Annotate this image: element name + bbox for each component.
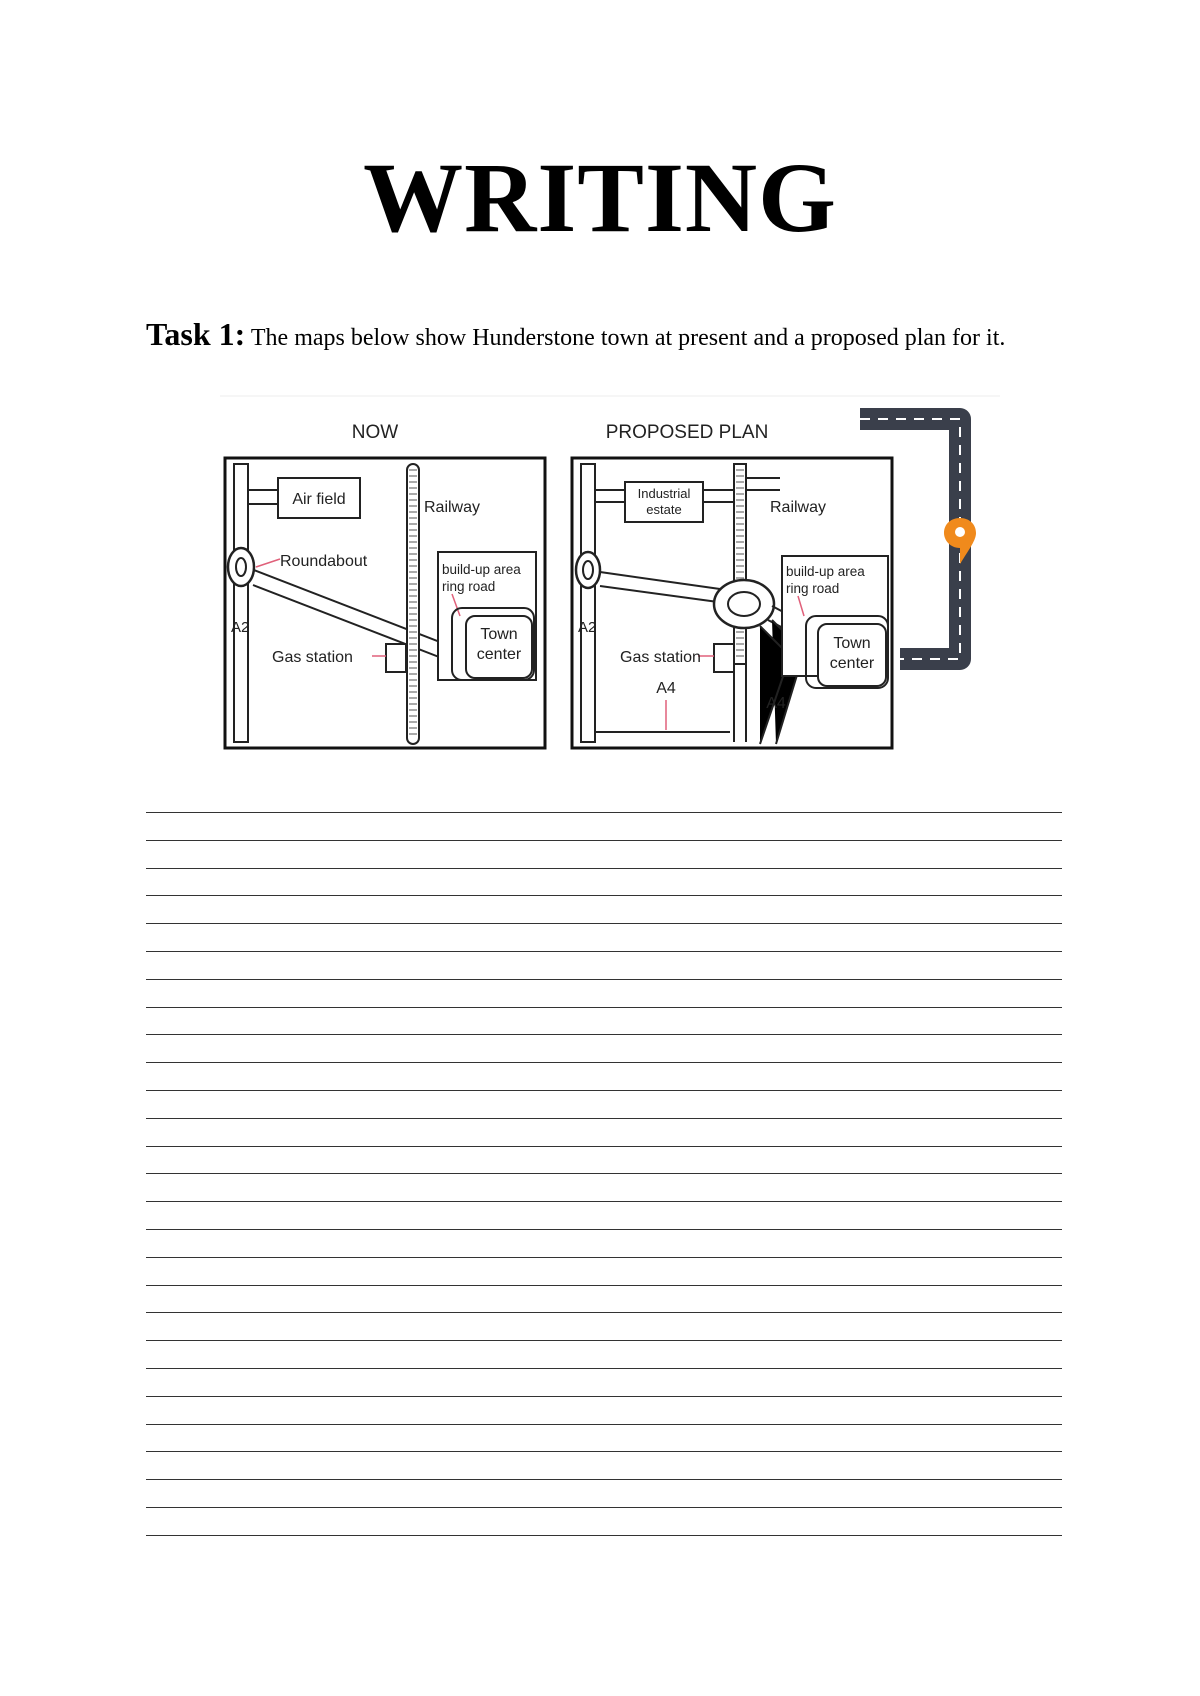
now-a2-label: A2 <box>231 619 250 636</box>
proposed-heading: PROPOSED PLAN <box>605 422 769 443</box>
map-now <box>225 422 545 748</box>
answer-line <box>146 979 1062 980</box>
now-air-field-label: Air field <box>292 491 346 508</box>
answer-line <box>146 840 1062 841</box>
now-heading: NOW <box>351 422 399 443</box>
page-title: WRITING <box>363 142 837 253</box>
proposed-buildup-label-1: build-up area <box>786 564 865 579</box>
maps-illustration <box>220 394 1006 764</box>
now-buildup-label-2: ring road <box>442 579 496 594</box>
proposed-industrial-label-1: Industrial <box>637 486 691 501</box>
answer-line <box>146 1201 1062 1202</box>
answer-line <box>146 1173 1062 1174</box>
answer-line <box>146 1368 1062 1369</box>
proposed-a4-right-label: A4 <box>766 695 786 712</box>
answer-line <box>146 1285 1062 1286</box>
proposed-a2-label: A2 <box>578 619 597 636</box>
task-label: Task 1: <box>146 316 246 352</box>
answer-line <box>146 1424 1062 1425</box>
now-roundabout-label: Roundabout <box>280 553 368 570</box>
answer-line <box>146 1507 1062 1508</box>
now-buildup-label-1: build-up area <box>442 562 521 577</box>
answer-line <box>146 1451 1062 1452</box>
answer-line <box>146 923 1062 924</box>
answer-line <box>146 895 1062 896</box>
answer-line <box>146 1257 1062 1258</box>
now-town-label-2: center <box>476 646 522 663</box>
now-gas-station-label: Gas station <box>272 649 353 666</box>
answer-line <box>146 868 1062 869</box>
location-pin-icon <box>944 518 976 564</box>
task-prompt <box>146 316 1060 356</box>
answer-line <box>146 1479 1062 1480</box>
answer-line <box>146 951 1062 952</box>
proposed-gas-station-label: Gas station <box>620 649 701 666</box>
answer-line <box>146 1312 1062 1313</box>
proposed-town-label-1: Town <box>833 635 871 652</box>
proposed-railway-label: Railway <box>769 499 827 516</box>
now-railway-label: Railway <box>423 499 481 516</box>
answer-line <box>146 1007 1062 1008</box>
answer-line <box>146 1229 1062 1230</box>
answer-line <box>146 1340 1062 1341</box>
answer-line <box>146 1396 1062 1397</box>
answer-line <box>146 1034 1062 1035</box>
proposed-industrial-label-2: estate <box>646 502 682 517</box>
answer-line <box>146 1146 1062 1147</box>
maps-figure <box>220 394 1006 764</box>
answer-line <box>146 812 1062 813</box>
proposed-a4-left-label: A4 <box>656 680 676 697</box>
answer-line <box>146 1118 1062 1119</box>
answer-line <box>146 1535 1062 1536</box>
proposed-town-label-2: center <box>829 655 875 672</box>
task-text: The maps below show Hunderstone town at present and a proposed plan for it. <box>250 325 1006 351</box>
map-proposed <box>572 422 892 748</box>
proposed-buildup-label-2: ring road <box>786 581 840 596</box>
answer-line <box>146 1062 1062 1063</box>
answer-line <box>146 1090 1062 1091</box>
now-town-label-1: Town <box>480 626 518 643</box>
